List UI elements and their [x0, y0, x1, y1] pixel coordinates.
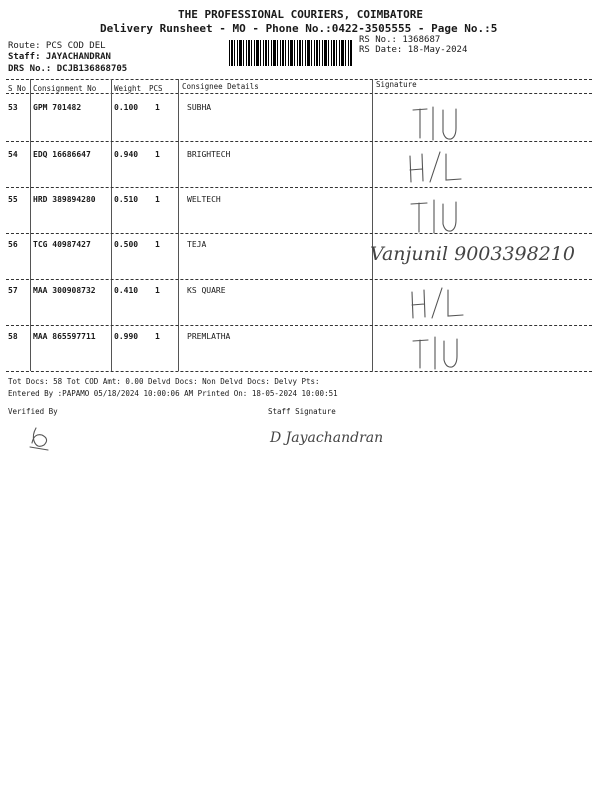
row-weight: 0.100 [114, 103, 139, 112]
staff-signature-label: Staff Signature [268, 407, 336, 416]
row-consignment: MAA 300908732 [33, 286, 96, 295]
staff-signature [268, 418, 408, 462]
column-line [30, 79, 31, 371]
row-consignee: KS QUARE [187, 286, 226, 295]
signature-mark [406, 148, 466, 186]
runsheet-subtitle: Delivery Runsheet - MO - Phone No.:0422-3505555 - Page No.:5 [100, 22, 498, 35]
verified-by-label: Verified By [8, 407, 58, 416]
row-consignee: PREMLATHA [187, 332, 231, 341]
col-weight: Weight [114, 84, 142, 93]
col-consignee: Consignee Details [182, 82, 259, 91]
row-pcs: 1 [155, 332, 160, 341]
svg-text:D Jayachandran: D Jayachandran [270, 430, 384, 446]
row-pcs: 1 [155, 195, 160, 204]
row-sno: 58 [8, 332, 18, 341]
divider [6, 79, 592, 80]
divider [6, 279, 592, 280]
row-weight: 0.410 [114, 286, 139, 295]
row-sno: 53 [8, 103, 18, 112]
signature-handwritten [368, 236, 590, 270]
barcode [229, 40, 353, 66]
row-consignee: WELTECH [187, 195, 221, 204]
column-line [178, 79, 179, 371]
row-pcs: 1 [155, 240, 160, 249]
company-name: THE PROFESSIONAL COURIERS, COIMBATORE [178, 8, 424, 21]
col-pcs: PCS [149, 84, 163, 93]
entered-by-line: Entered By :PAPAMO 05/18/2024 10:00:06 AM Printed On: 18-05-2024 10:00:51 [8, 389, 338, 398]
signature-mark [408, 284, 468, 322]
divider [6, 325, 592, 326]
column-line [372, 79, 373, 371]
divider [6, 93, 592, 94]
row-consignment: TCG 40987427 [33, 240, 91, 249]
row-consignee: SUBHA [187, 103, 212, 112]
route: Route: PCS COD DEL [8, 41, 106, 51]
signature-mark [405, 104, 465, 144]
row-consignment: EDQ 16686647 [33, 150, 91, 159]
row-consignee: BRIGHTECH [187, 150, 231, 159]
row-sno: 57 [8, 286, 18, 295]
col-consignment: Consignment No [33, 84, 97, 93]
row-pcs: 1 [155, 286, 160, 295]
row-consignment: MAA 865597711 [33, 332, 96, 341]
drs-number: DRS No.: DCJB136868705 [8, 64, 128, 74]
verifier-signature [28, 425, 58, 453]
divider [6, 141, 592, 142]
row-pcs: 1 [155, 150, 160, 159]
signature-mark [405, 196, 465, 236]
row-consignment: HRD 389894280 [33, 195, 96, 204]
rs-date: RS Date: 18-May-2024 [359, 45, 468, 55]
divider [6, 233, 592, 234]
row-sno: 54 [8, 150, 18, 159]
row-sno: 56 [8, 240, 18, 249]
row-consignee: TEJA [187, 240, 207, 249]
svg-text:Vanjunil 9003398210: Vanjunil 9003398210 [370, 243, 575, 265]
row-weight: 0.990 [114, 332, 139, 341]
row-consignment: GPM 701482 [33, 103, 82, 112]
row-weight: 0.510 [114, 195, 139, 204]
divider [6, 371, 592, 372]
row-weight: 0.940 [114, 150, 139, 159]
row-pcs: 1 [155, 103, 160, 112]
col-signature: Signature [376, 80, 417, 89]
row-sno: 55 [8, 195, 18, 204]
rs-number: RS No.: 1368687 [359, 35, 441, 45]
staff: Staff: JAYACHANDRAN [8, 52, 111, 62]
signature-mark [408, 333, 468, 371]
row-weight: 0.500 [114, 240, 139, 249]
col-sno: S No [8, 84, 27, 93]
column-line [111, 79, 112, 371]
divider [6, 187, 592, 188]
totals-line: Tot Docs: 58 Tot COD Amt: 0.00 Delvd Docs: Non Delvd Docs: Delvy Pts: [8, 377, 320, 386]
